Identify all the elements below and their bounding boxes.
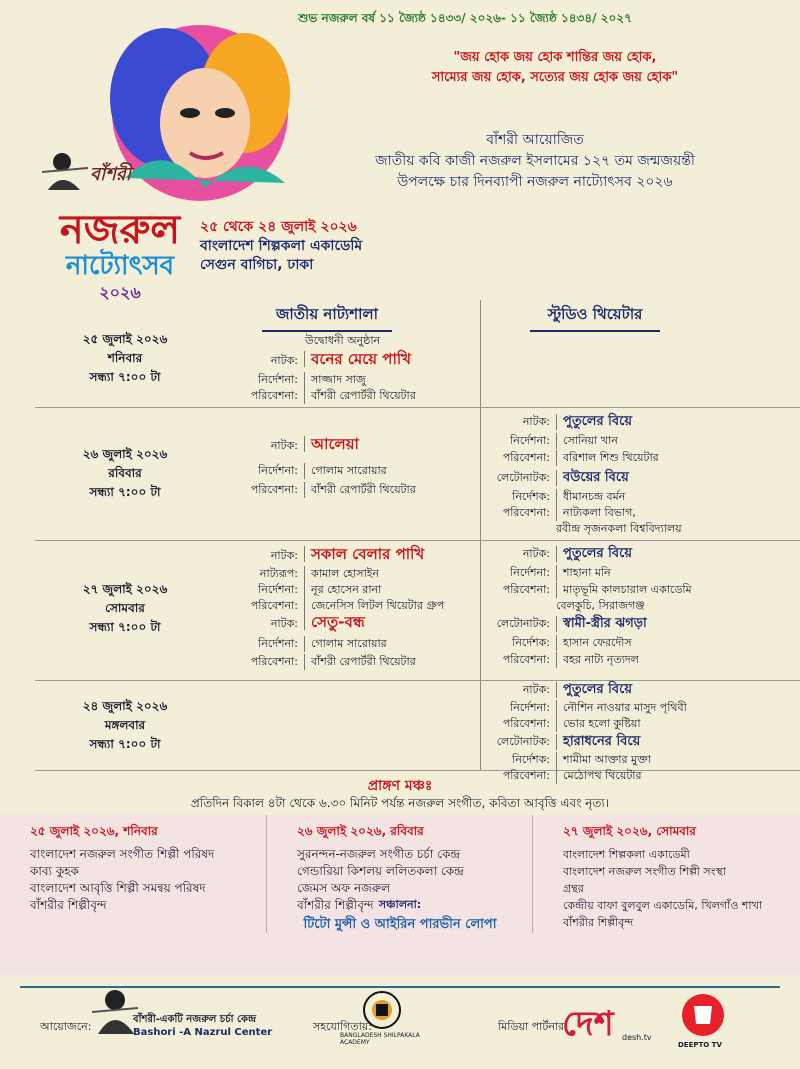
day-weekday: শনিবার	[107, 351, 143, 365]
venue-line-1: বাংলাদেশ শিল্পকলা একাডেমি	[200, 238, 363, 254]
cooperation-label: সহযোগিতায়:	[313, 1020, 372, 1033]
festival-logo-title: নজরুল	[59, 207, 181, 253]
list-item: বাংলাদেশ আবৃত্তি শিল্পী সমন্বয় পরিষদ	[30, 881, 206, 895]
day-2-studio-pres-2b: রবীন্দ্র সৃজনকলা বিশ্ববিদ্যালয়	[556, 522, 682, 535]
day-2-studio-play-2: লেটোনাটক: বউয়ের বিয়ে	[496, 470, 629, 485]
nazrul-quote	[365, 48, 745, 88]
list-item: বাংলাদেশ শিল্পকলা একাডেমী	[563, 848, 690, 861]
day-weekday: সোমবার	[105, 601, 145, 615]
day-3-studio-pres-1: পরিবেশনা: মাতৃভূমি কালচারাল একাডেমি	[502, 583, 692, 596]
list-item: বাঁশরীর শিল্পীবৃন্দ	[563, 916, 634, 929]
quote-line-1: "জয় হোক জয় হোক শান্তির জয় হোক,	[453, 50, 657, 65]
list-item: বাঁশরীর শিল্পীবৃন্দ	[30, 898, 107, 912]
day-3-date-block	[50, 580, 200, 637]
list-item: সুরনন্দন-নজরুল সংগীত চর্চা কেন্দ্র	[297, 847, 461, 861]
venue-block	[200, 218, 500, 275]
day-time: সন্ধ্যা ৭:০০ টা	[89, 737, 161, 751]
day-1-date-block	[50, 330, 200, 387]
day-weekday: রবিবার	[108, 466, 142, 480]
prangan-date: ২৭ জুলাই ২০২৬, সোমবার	[563, 824, 697, 838]
festival-logo-year: ২০২৬	[99, 283, 141, 302]
list-item: বাঁশরীর শিল্পীবৃন্দ	[297, 898, 374, 912]
day-4-studio-dir-2: নির্দেশক: শামীমা আক্তার মুক্তা	[512, 753, 651, 766]
column-head-studio-theatre: স্টুডিও থিয়েটার	[530, 303, 660, 332]
day-3-studio-play-1: নাটক: পুতুলের বিয়ে	[522, 546, 633, 561]
day-3-studio-dir-2: নির্দেশক: হাসান ফেরদৌস	[512, 636, 632, 649]
top-line: শুভ নজরুল বর্ষ ১১ জ্যৈষ্ঠ ১৪৩৩/ ২০২৬- ১১ জ্যৈষ্ঠ ১৪৩৪/ ২০২৭	[298, 11, 632, 25]
day-time: সন্ধ্যা ৭:০০ টা	[89, 485, 161, 499]
day-4-studio-play-1: নাটক: পুতুলের বিয়ে	[522, 682, 633, 697]
quote-line-2: সাম্যের জয় হোক, সত্যের জয় হোক জয় হোক"	[431, 70, 679, 85]
day-1-presenter: পরিবেশনা: বাঁশরী রেপার্টরী থিয়েটার	[250, 389, 416, 402]
flute-player-icon	[40, 150, 90, 195]
day-2-date-block	[50, 445, 200, 502]
day-time: সন্ধ্যা ৭:০০ টা	[89, 370, 161, 384]
host-block	[0, 896, 800, 936]
day-3-studio-dir-1: নির্দেশনা: শাহানা মনি	[510, 566, 611, 579]
day-3-adapt-1: নাট্যরূপ: কামাল হোসাইন	[259, 567, 380, 580]
day-3-play-1: নাটক: সকাল বেলার পাখি	[270, 545, 425, 563]
day-date: ২৫ জুলাই ২০২৬	[82, 332, 168, 346]
day-2-studio-pres-2: পরিবেশনা: নাট্যকলা বিভাগ,	[502, 506, 636, 519]
prangan-stage-description: প্রতিদিন বিকাল ৪টা থেকে ৬.৩০ মিনিট পর্যন্ত নজরুল সংগীত, কবিতা আবৃত্তি এবং নৃত্য।	[190, 796, 610, 810]
venue-line-2: সেগুন বাগিচা, ঢাকা	[200, 257, 314, 273]
deepto-tv-logo-icon	[680, 992, 726, 1038]
host-names: টিটো মুন্সী ও আইরিন পারভীন লোপা	[303, 917, 497, 932]
day-3-studio-pres-2: পরিবেশনা: বহর নাট্য নৃত্যদল	[502, 653, 639, 666]
list-item: বাংলাদেশ নজরুল সংগীত শিল্পী পরিষদ	[30, 847, 215, 861]
row-divider	[35, 540, 800, 541]
date-range: ২৫ থেকে ২৪ জুলাই ২০২৬	[200, 219, 357, 235]
day-2-play: নাটক: আলেয়া	[270, 435, 359, 453]
prangan-date: ২৬ জুলাই ২০২৬, রবিবার	[297, 824, 424, 838]
desh-tv-subtitle: desh.tv	[622, 1033, 652, 1042]
day-3-dir-1: নির্দেশনা: নূর হোসেন রানা	[258, 583, 382, 596]
list-item: কাব্য কুহক	[30, 864, 79, 878]
event-heading	[300, 130, 770, 193]
list-item: বাংলাদেশ নজরুল সংগীত শিল্পী সংস্থা	[563, 865, 726, 878]
row-divider	[35, 407, 800, 408]
org-line-2: জাতীয় কবি কাজী নজরুল ইসলামের ১২৭ তম জন্মজয়ন্তী	[375, 153, 695, 169]
day-4-studio-dir-1: নির্দেশনা: নৌশিন নাওয়ার মাসুদ পৃথিবী	[510, 701, 687, 714]
list-item: গেন্ডারিয়া কিশলয় ললিতকলা কেন্দ্র	[297, 864, 464, 878]
bashori-logo	[40, 150, 160, 205]
day-3-play-2: নাটক: সেতু-বন্ধ	[270, 613, 365, 631]
day-weekday: মঙ্গলবার	[104, 718, 146, 732]
day-date: ২৭ জুলাই ২০২৬	[82, 582, 168, 596]
day-2-studio-dir-2: নির্দেশক: ধীমানচন্দ্র বর্মন	[512, 490, 626, 503]
day-1-opening: উদ্বোধনী অনুষ্ঠান	[305, 334, 381, 347]
day-4-studio-pres-2: পরিবেশনা: মেঠোপথ থিয়েটার	[502, 769, 642, 782]
day-3-pres-2: পরিবেশনা: বাঁশরী রেপার্টরী থিয়েটার	[250, 655, 416, 668]
day-2-studio-pres-1: পরিবেশনা: বরিশাল শিশু থিয়েটার	[502, 451, 659, 464]
prangan-date: ২৫ জুলাই ২০২৬, শনিবার	[30, 824, 158, 838]
organizer-name-bn: বাঁশরী-একটি নজরুল চর্চা কেন্দ্র	[133, 1014, 257, 1025]
shilpakala-academy-logo-icon	[362, 990, 402, 1030]
day-3-studio-play-2: লেটোনাটক: স্বামী-স্ত্রীর ঝগড়া	[496, 616, 647, 631]
day-1-play: নাটক: বনের মেয়ে পাখি	[270, 350, 411, 368]
organizer-name	[133, 1013, 272, 1039]
org-line-1: বাঁশরী আয়োজিত	[486, 132, 584, 148]
bashori-logo-text: বাঁশরী	[90, 164, 131, 185]
list-item: কেন্দ্রীয় বাফা বুলবুল একাডেমি, খিলগাঁও শাখা	[563, 899, 763, 912]
day-4-studio-play-2: লেটোনাটক: হারাধনের বিয়ে	[496, 734, 641, 749]
day-1-director: নির্দেশনা: সাজ্জাদ সাজু	[258, 373, 366, 386]
day-date: ২৬ জুলাই ২০২৬	[82, 447, 168, 461]
day-4-studio-pres-1: পরিবেশনা: ভোর হলো কুষ্টিয়া	[502, 717, 641, 730]
day-3-pres-1: পরিবেশনা: জেনেসিস লিটল থিয়েটার গ্রুপ	[250, 599, 445, 612]
desh-tv-logo: দেশ	[562, 1004, 614, 1044]
media-partner-label: মিডিয়া পার্টনার:	[498, 1020, 568, 1033]
organizer-name-en: Bashori -A Nazrul Center	[133, 1027, 273, 1038]
organizer-label: আয়োজনে:	[40, 1020, 92, 1033]
list-item: জেমস অফ নজরুল	[297, 881, 391, 895]
prangan-stage-box	[0, 815, 800, 975]
day-2-studio-play-1: নাটক: পুতুলের বিয়ে	[522, 414, 633, 429]
day-2-studio-dir-1: নির্দেশনা: সোনিয়া খান	[510, 434, 618, 447]
row-divider	[35, 680, 800, 681]
day-date: ২৪ জুলাই ২০২৬	[82, 699, 168, 713]
day-2-director: নির্দেশনা: গোলাম সারোয়ার	[258, 464, 387, 477]
cooperation-name: BANGLADESH SHILPAKALA ACADEMY	[340, 1032, 420, 1046]
deepto-tv-subtitle: DEEPTO TV	[678, 1041, 722, 1049]
prangan-stage-title: প্রাঙ্গণ মঞ্চঃ	[367, 778, 433, 794]
list-item: গ্রন্থর	[563, 882, 584, 895]
festival-logo-subtitle: নাট্যোৎসব	[65, 251, 175, 281]
host-label: সঞ্চালনা:	[378, 898, 422, 911]
day-2-presenter: পরিবেশনা: বাঁশরী রেপার্টরী থিয়েটার	[250, 483, 416, 496]
festival-logo	[45, 208, 195, 303]
day-3-studio-pres-1b: বেলকুচি, সিরাজগঞ্জ	[556, 599, 645, 612]
row-divider	[35, 770, 800, 771]
day-4-date-block	[50, 697, 200, 754]
org-line-3: উপলক্ষে চার দিনব্যাপী নজরুল নাট্যোৎসব ২০২৬	[397, 174, 673, 190]
day-3-dir-2: নির্দেশনা: গোলাম সারোয়ার	[258, 637, 387, 650]
column-head-national-theatre: জাতীয় নাট্যশালা	[262, 303, 392, 332]
day-time: সন্ধ্যা ৭:০০ টা	[89, 620, 161, 634]
